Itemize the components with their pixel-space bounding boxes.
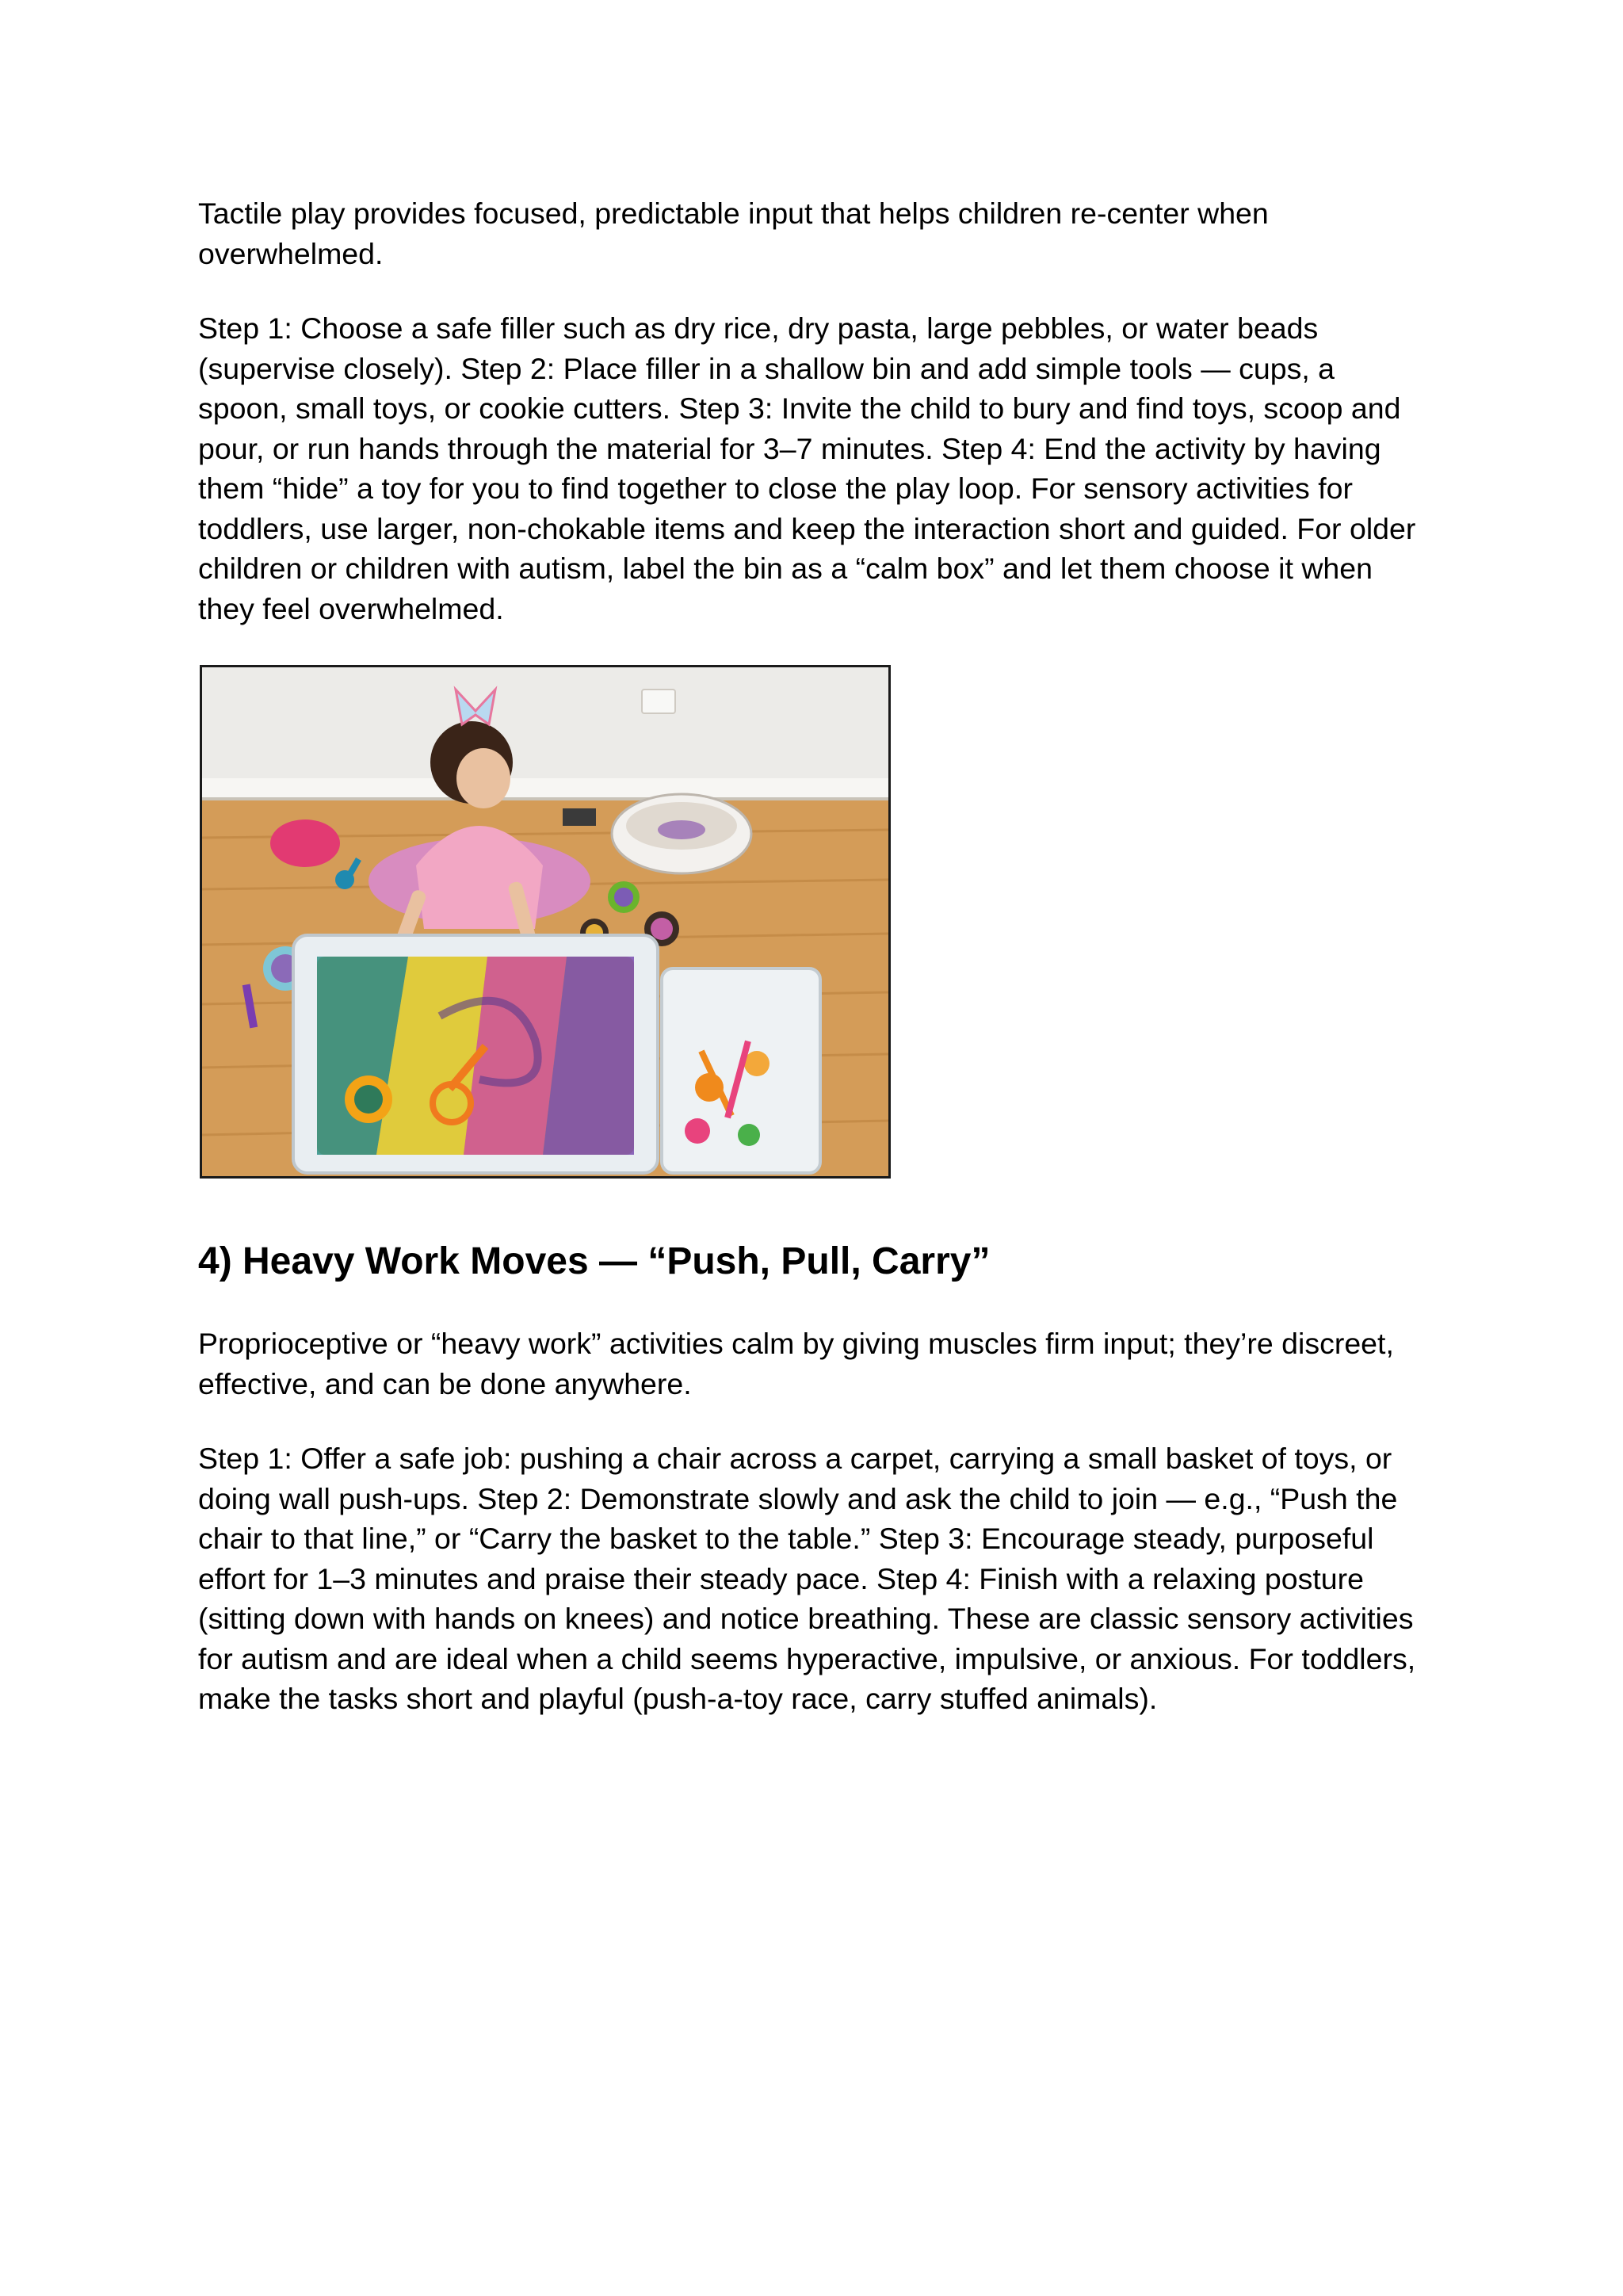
sensory-bin-photo — [200, 665, 891, 1179]
wall — [202, 667, 888, 786]
section-heading: 4) Heavy Work Moves — “Push, Pull, Carry” — [198, 1240, 991, 1282]
heavy-work-intro-paragraph: Proprioceptive or “heavy work” activities calm by giving muscles firm input; they’re discreet, effective, and can be done anywhere. — [198, 1327, 1394, 1400]
wall-outlet — [642, 690, 675, 713]
baseboard — [202, 778, 888, 799]
small-tools-bin — [662, 968, 820, 1173]
floor-vent — [563, 808, 596, 826]
child-face — [456, 748, 510, 808]
large-sensory-bin — [293, 935, 658, 1173]
measuring-spoon-green — [738, 1124, 760, 1146]
pink-oven-mitt — [270, 819, 340, 867]
intro-paragraph: Tactile play provides focused, predictable input that helps children re-center when overwhelmed. — [198, 197, 1269, 270]
heavy-work-steps-paragraph: Step 1: Offer a safe job: pushing a chair across a carpet, carrying a small basket of toys, or doing wall push-ups. Step 2: Demonstrate slowly and ask the child to join — e.g., “Push the chair to that line,” or “Carry the basket to the table.” Step 3: Encourage steady, purposeful effort for 1–3 minutes and praise their steady pace. Step 4: Finish with a relaxing posture (sitting down with hands on knees) and notice breathing. These are classic sensory activities for autism and are ideal when a child seems hyperactive, impulsive, or anxious. For toddlers, make the tasks short and playful (push-a-toy race, carry stuffed animals). — [198, 1442, 1416, 1715]
photo-illustration — [202, 667, 888, 1176]
tactile-steps-paragraph: Step 1: Choose a safe filler such as dry rice, dry pasta, large pebbles, or water beads (supervise closely). Step 2: Place filler in a shallow bin and add simple tools — cups, a spoon, small toys, or cookie cutters. Step 3: Invite the child to bury and find toys, scoop and pour, or run hands through the material for 3–7 minutes. Step 4: End the activity by having them “hide” a toy for you to find together to close the play loop. For sensory activities for toddlers, use larger, non-chokable items and keep the interaction short and guided. For older children or children with autism, label the bin as a “calm box” and let them choose it when they feel overwhelmed. — [198, 311, 1416, 625]
measuring-spoon-pink — [685, 1118, 710, 1144]
